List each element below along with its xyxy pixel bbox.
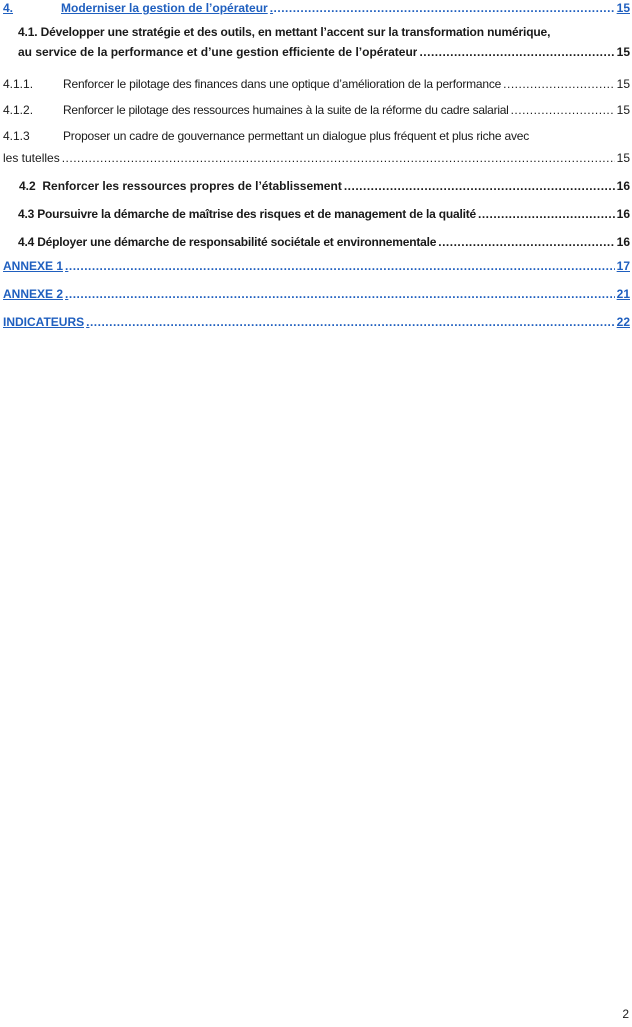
toc-dot-leader (65, 258, 615, 274)
page-number: 2 (622, 1007, 629, 1021)
toc-entry-number: 4.1.1. (3, 77, 34, 91)
toc-entry-number: 4.1.2. (3, 103, 34, 117)
toc-entry-4-1-2[interactable] (3, 102, 630, 118)
toc-entry-page: 17 (616, 259, 630, 273)
toc-entry-page: 16 (616, 179, 630, 193)
toc-dot-leader (344, 178, 615, 194)
toc-entry-4-1-3[interactable] (3, 128, 630, 166)
toc-entry-title: 4.3 Poursuivre la démarche de maîtrise des risques et de management de la qualité (18, 207, 476, 221)
toc-entry-title-line2: les tutelles (3, 151, 60, 165)
toc-entry-title: ANNEXE 1 (3, 259, 64, 273)
toc-entry-page: 16 (616, 207, 630, 221)
toc-entry-section-4[interactable] (3, 0, 630, 16)
toc-entry-indicateurs[interactable] (3, 314, 630, 330)
toc-entry-4-4[interactable] (3, 234, 630, 250)
toc-dot-leader (86, 314, 615, 330)
toc-entry-title: ANNEXE 2 (3, 287, 64, 301)
toc-entry-title-line1: Proposer un cadre de gouvernance permettant un dialogue plus fréquent et plus riche avec (63, 129, 530, 143)
toc-dot-leader (65, 286, 615, 302)
toc-entry-title: 4.2 Renforcer les ressources propres de l’établissement (19, 179, 342, 193)
toc-entry-number: 4.1.3 (3, 129, 30, 143)
toc-entry-page: 15 (616, 1, 630, 15)
toc-entry-page: 15 (616, 45, 630, 59)
toc-entry-annexe-2[interactable] (3, 286, 630, 302)
toc-entry-number: 4. (3, 1, 14, 15)
toc-dot-leader (62, 150, 615, 166)
toc-entry-4-3[interactable] (3, 206, 630, 222)
toc-entry-title-line1: 4.1. Développer une stratégie et des outils, en mettant l’accent sur la transformation numérique, (18, 25, 551, 39)
toc-entry-page: 21 (616, 287, 630, 301)
table-of-contents (3, 0, 630, 330)
toc-dot-leader (478, 206, 615, 222)
toc-entry-title-line2: au service de la performance et d’une gestion efficiente de l’opérateur (18, 45, 418, 59)
toc-entry-title: INDICATEURS (3, 315, 85, 329)
toc-entry-page: 16 (616, 235, 630, 249)
toc-dot-leader (419, 44, 614, 60)
toc-entry-4-1-1[interactable] (3, 76, 630, 92)
toc-entry-page: 15 (616, 103, 630, 117)
toc-dot-leader (270, 0, 615, 16)
toc-entry-4-1[interactable] (3, 24, 630, 60)
toc-entry-title: 4.4 Déployer une démarche de responsabilité sociétale et environnementale (18, 235, 437, 249)
toc-entry-page: 15 (616, 151, 630, 165)
toc-entry-page: 22 (616, 315, 630, 329)
toc-dot-leader (511, 102, 615, 118)
toc-entry-page: 15 (616, 77, 630, 91)
toc-entry-title: Renforcer le pilotage des ressources humaines à la suite de la réforme du cadre salarial (63, 103, 509, 117)
toc-entry-annexe-1[interactable] (3, 258, 630, 274)
toc-dot-leader (438, 234, 614, 250)
toc-entry-title: Renforcer le pilotage des finances dans une optique d’amélioration de la performance (63, 77, 502, 91)
toc-dot-leader (503, 76, 614, 92)
toc-entry-4-2[interactable] (3, 178, 630, 194)
toc-entry-title: Moderniser la gestion de l’opérateur (61, 1, 268, 15)
